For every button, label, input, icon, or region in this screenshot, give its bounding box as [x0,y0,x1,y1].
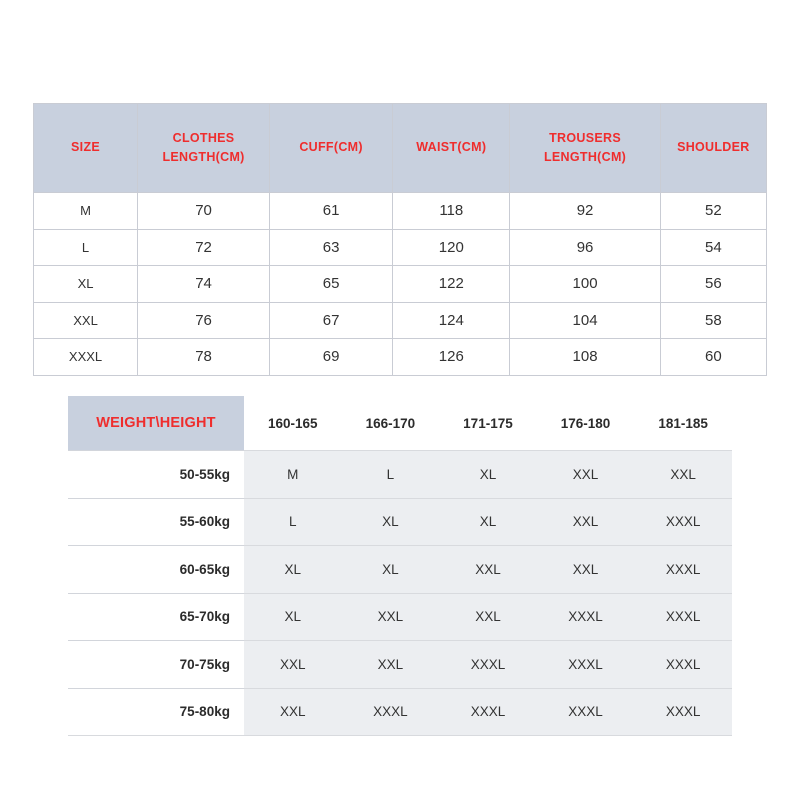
cell-size-recommendation: XXL [537,498,635,546]
header-cuff [270,104,393,193]
cell-weight-range: 75-80kg [68,688,244,736]
cell-size-recommendation: XXL [537,546,635,594]
cell-size-recommendation: XXXL [634,593,732,641]
header-line: LENGTH(CM) [162,150,245,164]
cell-size-recommendation: XXXL [537,593,635,641]
header-height-176-180: 176-180 [537,396,635,451]
weight-height-table-body [68,451,732,736]
cell-size-recommendation: XXXL [439,688,537,736]
cell-size: M [34,193,138,230]
header-line: WAIST(CM) [416,140,487,155]
cell-cuff: 61 [270,193,393,230]
header-line: CUFF(CM) [299,140,363,155]
cell-clothes-length: 78 [138,339,270,376]
cell-waist: 120 [393,229,510,266]
cell-weight-range: 70-75kg [68,641,244,689]
cell-weight-range: 50-55kg [68,451,244,499]
cell-clothes-length: 74 [138,266,270,303]
cell-clothes-length: 70 [138,193,270,230]
table-header-row [34,104,767,193]
table-row [34,193,767,230]
cell-size-recommendation: XXXL [342,688,440,736]
cell-size-recommendation: XXL [244,641,342,689]
table-row [68,593,732,641]
table-row [68,498,732,546]
cell-size-recommendation: XXXL [537,641,635,689]
table-row [68,451,732,499]
cell-shoulder: 60 [660,339,766,376]
cell-size-recommendation: L [342,451,440,499]
cell-size: XL [34,266,138,303]
cell-shoulder: 52 [660,193,766,230]
cell-size-recommendation: XL [439,498,537,546]
cell-waist: 122 [393,266,510,303]
table-header-row [68,396,732,451]
cell-trousers-length: 96 [510,229,660,266]
cell-size-recommendation: XXL [342,641,440,689]
cell-size-recommendation: XXL [634,451,732,499]
table-row [34,339,767,376]
header-height-181-185: 181-185 [634,396,732,451]
cell-size-recommendation: XXXL [634,641,732,689]
cell-trousers-length: 92 [510,193,660,230]
cell-weight-range: 65-70kg [68,593,244,641]
cell-weight-range: 60-65kg [68,546,244,594]
header-line: LENGTH(CM) [543,150,627,164]
cell-size: L [34,229,138,266]
header-weight-height-corner: WEIGHT\HEIGHT [68,396,244,451]
table-row [68,546,732,594]
cell-size-recommendation: XL [342,546,440,594]
cell-trousers-length: 108 [510,339,660,376]
cell-size-recommendation: L [244,498,342,546]
header-line: SIZE [71,140,101,155]
cell-shoulder: 56 [660,266,766,303]
cell-size-recommendation: XXL [439,593,537,641]
table-row [68,688,732,736]
cell-size-recommendation: XXL [342,593,440,641]
cell-size-recommendation: XXL [439,546,537,594]
measurement-size-chart [33,103,767,376]
header-size [34,104,138,193]
cell-size-recommendation: XXXL [634,498,732,546]
cell-waist: 126 [393,339,510,376]
header-height-171-175: 171-175 [439,396,537,451]
cell-trousers-length: 100 [510,266,660,303]
cell-size: XXXL [34,339,138,376]
table-row [34,266,767,303]
cell-size-recommendation: XL [342,498,440,546]
measurement-table [33,103,767,376]
cell-size-recommendation: XXL [537,451,635,499]
cell-cuff: 63 [270,229,393,266]
cell-size: XXL [34,302,138,339]
header-clothes-length [138,104,270,193]
cell-size-recommendation: XXL [244,688,342,736]
header-line: CLOTHES [172,130,235,145]
cell-trousers-length: 104 [510,302,660,339]
cell-weight-range: 55-60kg [68,498,244,546]
table-row [34,302,767,339]
cell-cuff: 69 [270,339,393,376]
header-height-166-170: 166-170 [342,396,440,451]
cell-cuff: 67 [270,302,393,339]
cell-size-recommendation: XXXL [634,546,732,594]
measurement-table-body [34,193,767,376]
cell-size-recommendation: XXXL [537,688,635,736]
cell-clothes-length: 72 [138,229,270,266]
cell-size-recommendation: XXXL [634,688,732,736]
cell-size-recommendation: XL [439,451,537,499]
table-row [68,641,732,689]
cell-waist: 118 [393,193,510,230]
cell-clothes-length: 76 [138,302,270,339]
cell-shoulder: 54 [660,229,766,266]
cell-cuff: 65 [270,266,393,303]
weight-height-table [68,396,732,736]
cell-shoulder: 58 [660,302,766,339]
cell-waist: 124 [393,302,510,339]
header-line: SHOULDER [677,140,750,155]
header-shoulder [660,104,766,193]
weight-height-table-header [68,396,732,451]
cell-size-recommendation: XL [244,546,342,594]
header-height-160-165: 160-165 [244,396,342,451]
cell-size-recommendation: M [244,451,342,499]
header-trousers-length [510,104,660,193]
table-row [34,229,767,266]
header-waist [393,104,510,193]
measurement-table-header [34,104,767,193]
header-line: TROUSERS [549,130,621,145]
weight-height-size-chart [68,396,732,736]
cell-size-recommendation: XXXL [439,641,537,689]
cell-size-recommendation: XL [244,593,342,641]
